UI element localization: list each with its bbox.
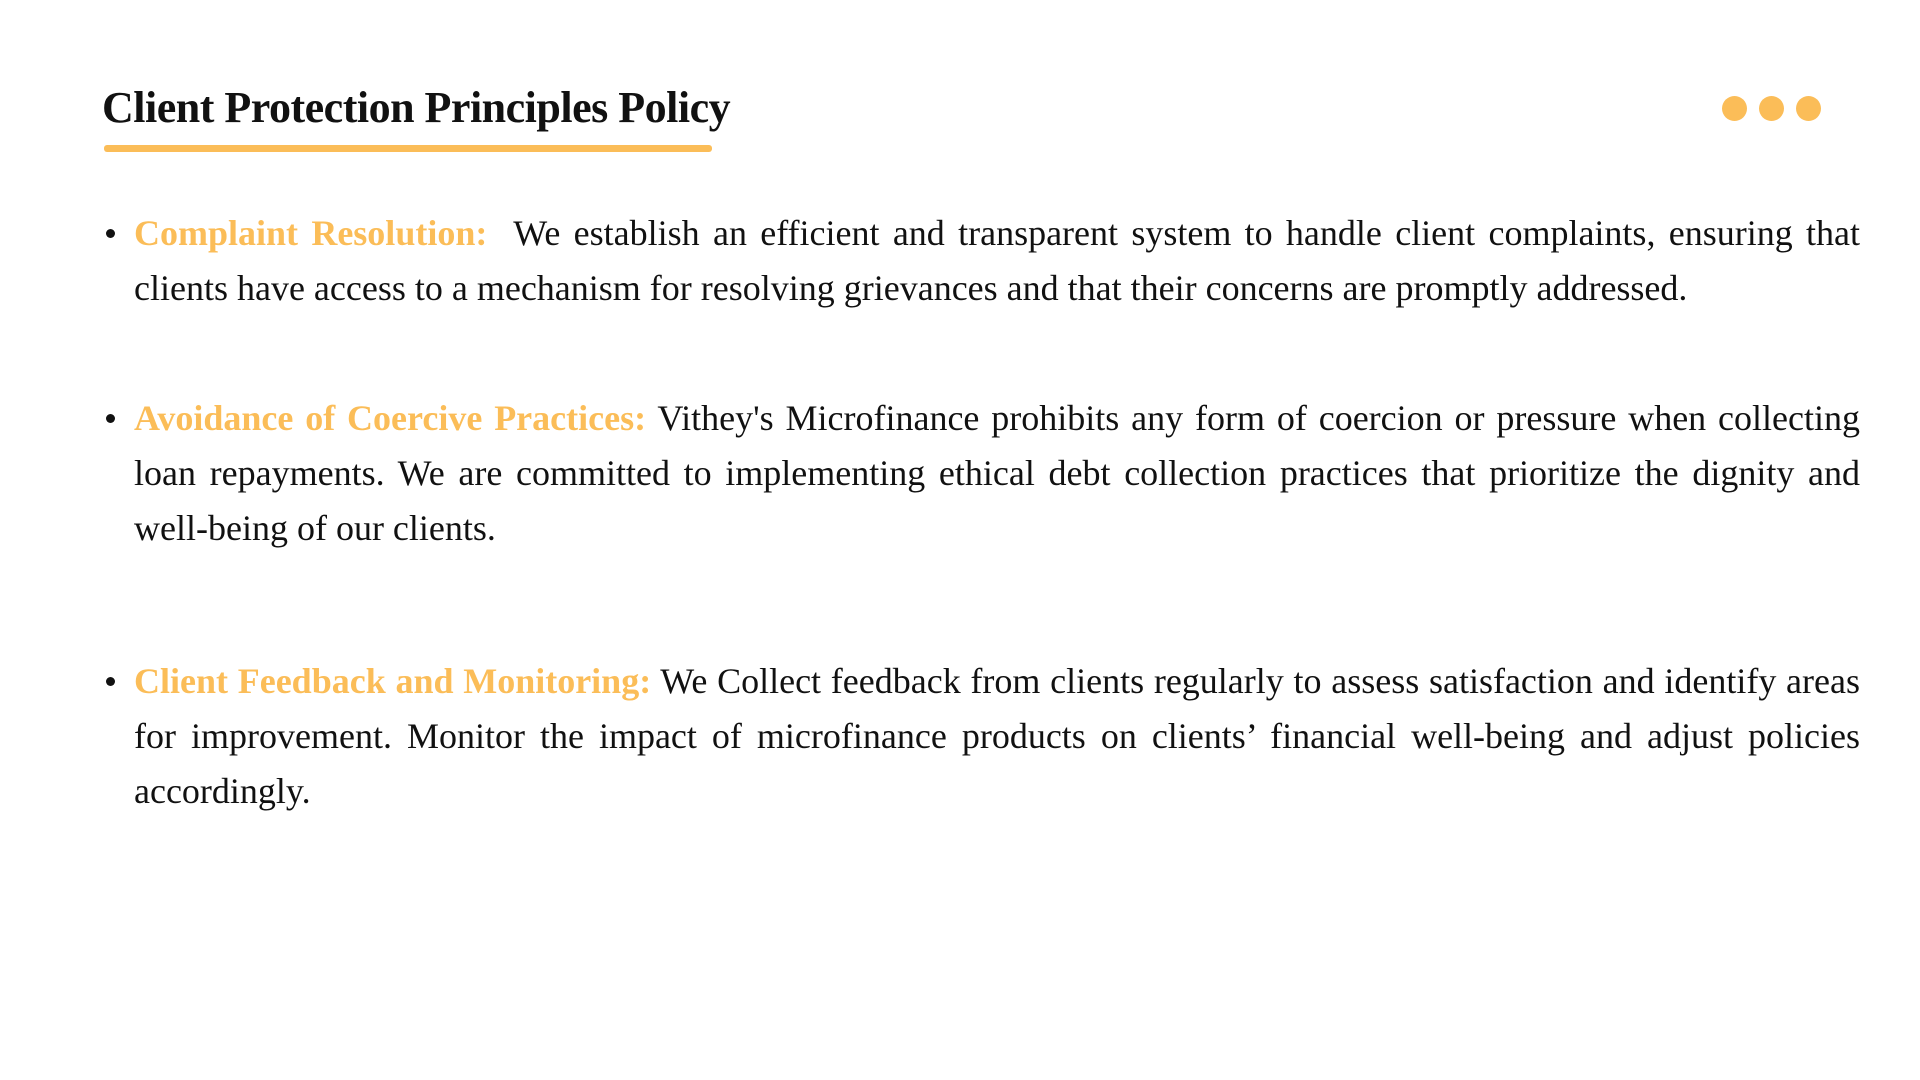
bullet-complaint-resolution xyxy=(100,206,1860,316)
title-underline xyxy=(104,145,712,152)
bullet-text: Vithey's Microfinance prohibits any form of coercion or pressure when collecting loan repayments. We are committed to implementing ethical debt collection practices that prioritize the dignity and well-being of our clients. xyxy=(134,398,1860,548)
bullet-avoidance-of-coercive-practices xyxy=(100,391,1860,556)
bullet-heading: Complaint Resolution: xyxy=(134,213,488,253)
dot-icon xyxy=(1759,96,1784,121)
page-title: Client Protection Principles Policy xyxy=(102,83,731,132)
bullet-icon xyxy=(106,229,115,238)
dot-icon xyxy=(1722,96,1747,121)
three-dots-icon xyxy=(1722,96,1821,121)
dot-icon xyxy=(1796,96,1821,121)
bullet-client-feedback-and-monitoring xyxy=(100,654,1860,819)
bullet-text: We establish an efficient and transparent system to handle client complaints, ensuring that clients have access to a mechanism for resolving grievances and that their concerns are promptly addressed. xyxy=(134,213,1861,308)
policy-bullet-list xyxy=(100,206,1860,819)
bullet-heading: Avoidance of Coercive Practices: xyxy=(134,398,647,438)
bullet-heading: Client Feedback and Monitoring: xyxy=(134,661,652,701)
bullet-icon xyxy=(106,414,115,423)
bullet-icon xyxy=(106,677,115,686)
bullet-text: We Collect feedback from clients regularly to assess satisfaction and identify areas for improvement. Monitor the impact of microfinance products on clients’ financial well-being and adjust policies accordingly. xyxy=(134,661,1860,811)
